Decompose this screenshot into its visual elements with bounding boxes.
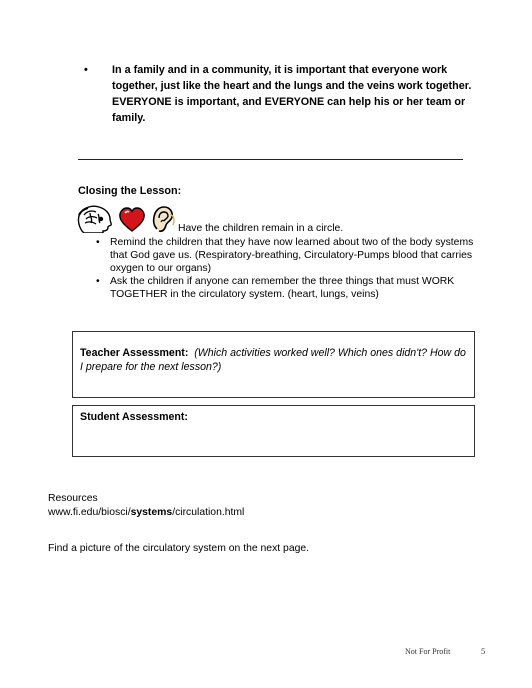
list-item (96, 236, 486, 275)
resources-section (48, 492, 244, 520)
list-item-text: Remind the children that they have now learned about two of the body systems that God gave us. (Respiratory-breathing, Circulatory-Pumps blood that carries oxygen to our organs) (110, 237, 474, 274)
page-number: 5 (481, 646, 486, 656)
bullet-glyph: • (96, 276, 100, 287)
resource-link-prefix: www.fi.edu/biosci/ (48, 507, 131, 518)
find-picture-text: Find a picture of the circulatory system on the next page. (48, 543, 310, 554)
remain-in-circle-text: Have the children remain in a circle. (178, 223, 344, 234)
closing-bullet-list (96, 236, 486, 301)
teacher-assessment-box (72, 331, 475, 398)
list-item (96, 275, 486, 301)
resources-heading: Resources (48, 493, 98, 504)
closing-message-bullet (84, 62, 477, 126)
heart-icon (118, 207, 146, 233)
bullet-glyph: • (84, 64, 88, 76)
student-assessment-box (72, 405, 475, 457)
head-profile-icon (76, 205, 114, 233)
bullet-glyph: • (96, 237, 100, 248)
student-assessment-content (80, 410, 468, 424)
ear-icon (150, 205, 176, 233)
teacher-assessment-label: Teacher Assessment: (80, 347, 189, 359)
footer-label: Not For Profit (405, 647, 451, 656)
resource-link-bold: systems (130, 507, 173, 518)
closing-message-text: In a family and in a community, it is important that everyone work together, just like the heart and the lungs and the veins work together. EVERYONE is important, and EVERYONE can help his or her team or family. (112, 64, 472, 124)
closing-heading: Closing the Lesson: (78, 185, 182, 197)
resource-link[interactable] (48, 506, 244, 520)
list-item-text: Ask the children if anyone can remember the three things that must WORK TOGETHER in the circulatory system. (heart, lungs, veins) (110, 276, 455, 300)
lesson-icons (76, 203, 176, 233)
section-divider (78, 159, 463, 160)
student-assessment-label: Student Assessment: (80, 411, 188, 423)
teacher-assessment-content (80, 346, 468, 374)
teacher-assessment-prompt: (Which activities worked well? Which ones didn't? How do I prepare for the next lesson?) (80, 347, 466, 373)
resource-link-suffix: /circulation.html (172, 507, 245, 518)
